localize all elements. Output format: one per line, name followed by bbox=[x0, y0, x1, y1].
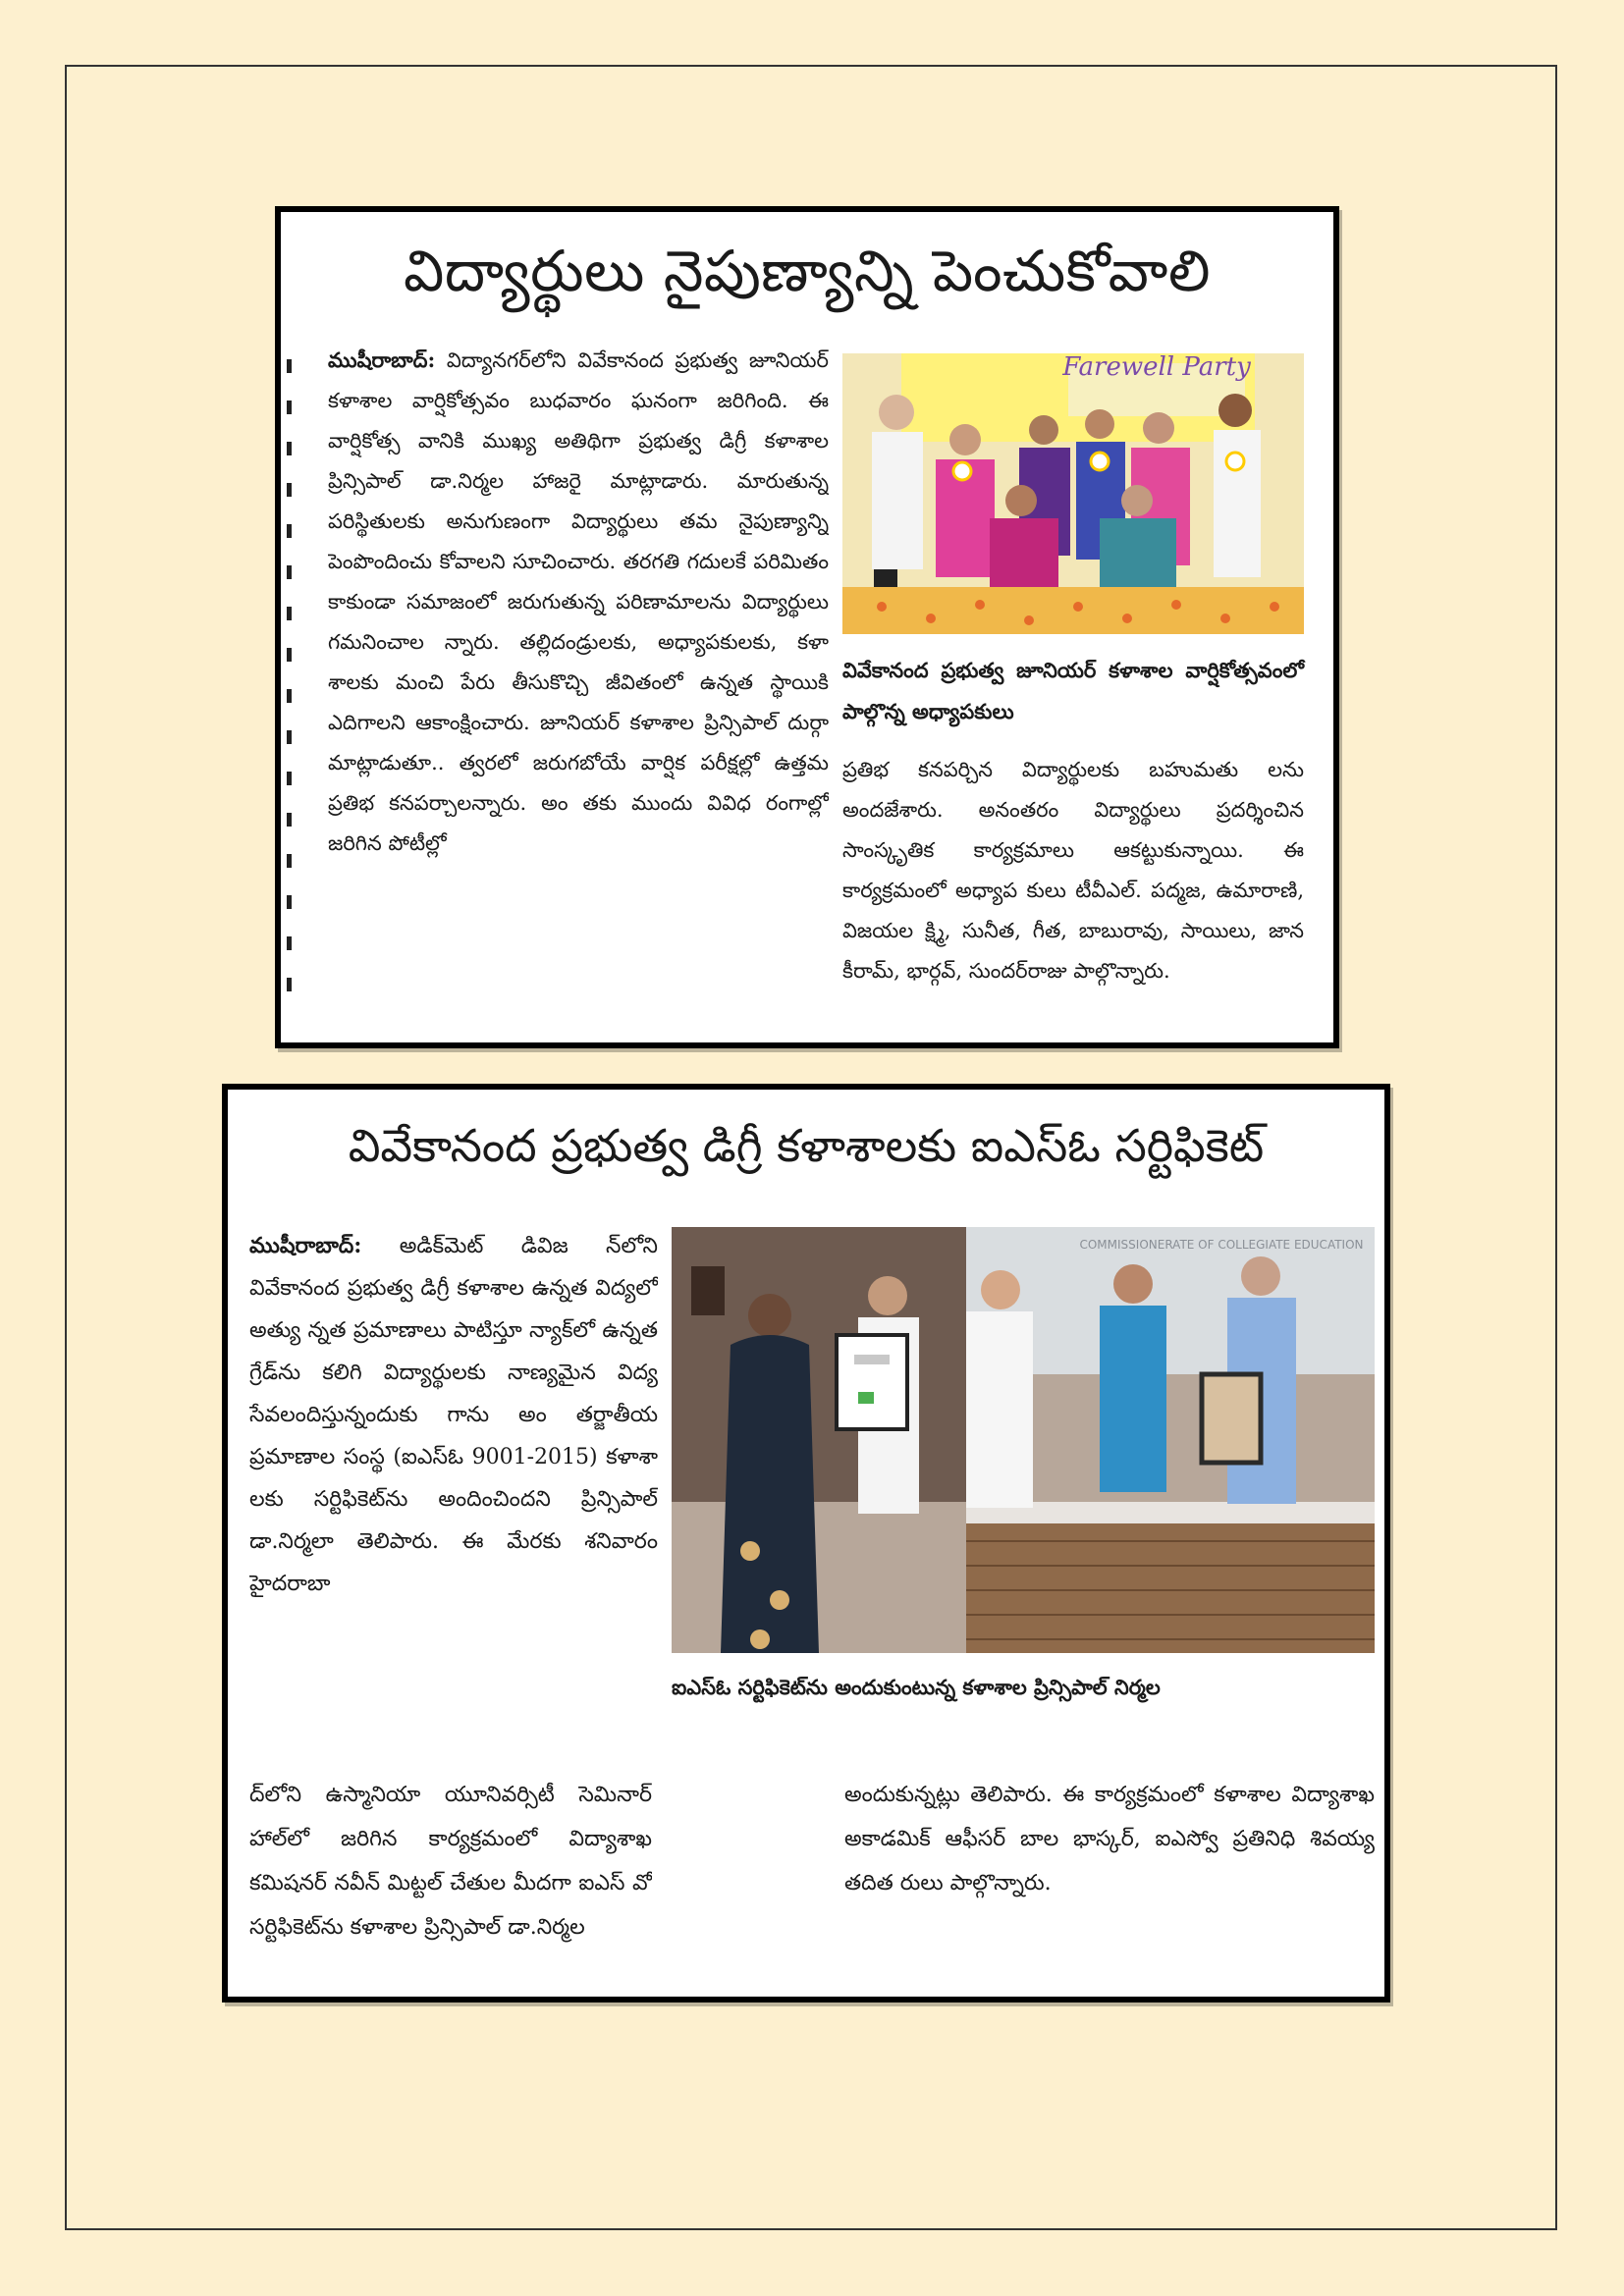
article-column-left bbox=[249, 1225, 658, 1775]
article-text: విద్యానగర్‌లోని వివేకానంద ప్రభుత్వ జూనియర్ కళాశాల వార్షికోత్సవం బుధవారం ఘనంగా జరిగింది. ఈ వార్షికోత్స వానికి ముఖ్య అతిథిగా ప్రభుత్వ డిగ్రీ కళాశాల ప్రిన్సిపాల్ డా.నిర్మల హాజరై మాట్లాడారు. మారుతున్న పరిస్థితులకు అనుగుణంగా విద్యార్థులు తమ నైపుణ్యాన్ని పెంపొందించు కోవాలని సూచించారు. తరగతి గదులకే పరిమితం కాకుండా సమాజంలో జరుగుతున్న పరిణామాలను విద్యార్థులు గమనించాల న్నారు. తల్లిదండ్రులకు, అధ్యాపకులకు, కళా శాలకు మంచి పేరు తీసుకొచ్చి జీవితంలో ఉన్నత స్థాయికి ఎదిగాలని ఆకాంక్షించారు. జూనియర్ కళాశాల ప్రిన్సిపాల్ దుర్గా మాట్లాడుతూ.. త్వరలో జరుగబోయే వార్షిక పరీక్షల్లో ఉత్తమ ప్రతిభ కనపర్చాలన్నారు. అం తకు ముందు వివిధ రంగాల్లో జరిగిన పోటీల్లో bbox=[328, 348, 829, 855]
article-column-bottom: ద్‌లోని ఉస్మానియా యూనివర్సిటీ సెమినార్ హాల్‌లో జరిగిన కార్యక్రమంలో విద్యాశాఖ కమిషనర్ నవీన్ మిట్టల్ చేతుల మీదగా ఐఎస్ వో సర్టిఫికెట్‌ను కళాశాల ప్రిన్సిపాల్ డా.నిర్మల bbox=[249, 1783, 652, 1940]
photo-caption: ఐఎస్ఓ సర్టిఫికెట్‌ను అందుకుంటున్న కళాశాల ప్రిన్సిపాల్ నిర్మల bbox=[672, 1676, 1161, 1699]
certificate-photo bbox=[672, 1227, 1375, 1653]
headline: విద్యార్థులు నైపుణ్యాన్ని పెంచుకోవాలి bbox=[404, 238, 1211, 304]
photo-banner-text: Farewell Party bbox=[1062, 353, 1251, 382]
headline: వివేకానంద ప్రభుత్వ డిగ్రీ కళాశాలకు ఐఎస్ఓ సర్టిఫికెట్ bbox=[348, 1119, 1265, 1172]
news-clipping-annual-day bbox=[275, 206, 1339, 1048]
event-photo bbox=[842, 353, 1304, 634]
dateline: ముషీరాబాద్: bbox=[249, 1233, 362, 1258]
article-text: అడిక్‌మెట్ డివిజ న్‌లోని వివేకానంద ప్రభుత్వ డిగ్రీ కళాశాల ఉన్నత విద్యలో అత్యు న్నత ప్రమాణాలు పాటిస్తూ న్యాక్‌లో ఉన్నత గ్రేడ్‌ను కలిగి విద్యార్థులకు నాణ్యమైన విద్య సేవలందిస్తున్నందుకు గాను అం తర్జాతీయ ప్రమాణాల సంస్థ (ఐఎస్ఓ 9001-2015) కళాశా లకు సర్టిఫికెట్‌ను అందించిందని ప్రిన్సిపాల్ డా.నిర్మలా తెలిపారు. ఈ మేరకు శనివారం హైదరాబా bbox=[249, 1234, 658, 1596]
article-column-right: అందుకున్నట్లు తెలిపారు. ఈ కార్యక్రమంలో కళాశాల విద్యాశాఖ అకాడమిక్ ఆఫీసర్ బాల భాస్కర్, ఐఎస్వో ప్రతినిధి శివయ్య తదిత రులు పాల్గొన్నారు. bbox=[844, 1783, 1375, 1896]
photo-banner-text: COMMISSIONERATE OF COLLEGIATE EDUCATION bbox=[1079, 1238, 1364, 1252]
article-column-left bbox=[328, 340, 829, 1046]
cut-edge-marks bbox=[287, 359, 297, 1037]
news-clipping-iso-certificate bbox=[222, 1084, 1390, 2002]
photo-caption: వివేకానంద ప్రభుత్వ జూనియర్ కళాశాల వార్షికోత్సవంలో పాల్గొన్న అధ్యాపకులు bbox=[842, 659, 1304, 723]
dateline: ముషీరాబాద్: bbox=[328, 347, 436, 372]
article-column-right: ప్రతిభ కనపర్చిన విద్యార్థులకు బహుమతు లను అందజేశారు. అనంతరం విద్యార్థులు ప్రదర్శించిన సాంస్కృతిక కార్యక్రమాలు ఆకట్టుకున్నాయి. ఈ కార్యక్రమంలో అధ్యాప కులు టీవీఎల్. పద్మజ, ఉమారాణి, విజయల క్ష్మి, సునీత, గీత, బాబురావు, సాయిలు, జాన కీరామ్, భార్గవ్, సుందర్‌రాజు పాల్గొన్నారు. bbox=[842, 758, 1304, 983]
